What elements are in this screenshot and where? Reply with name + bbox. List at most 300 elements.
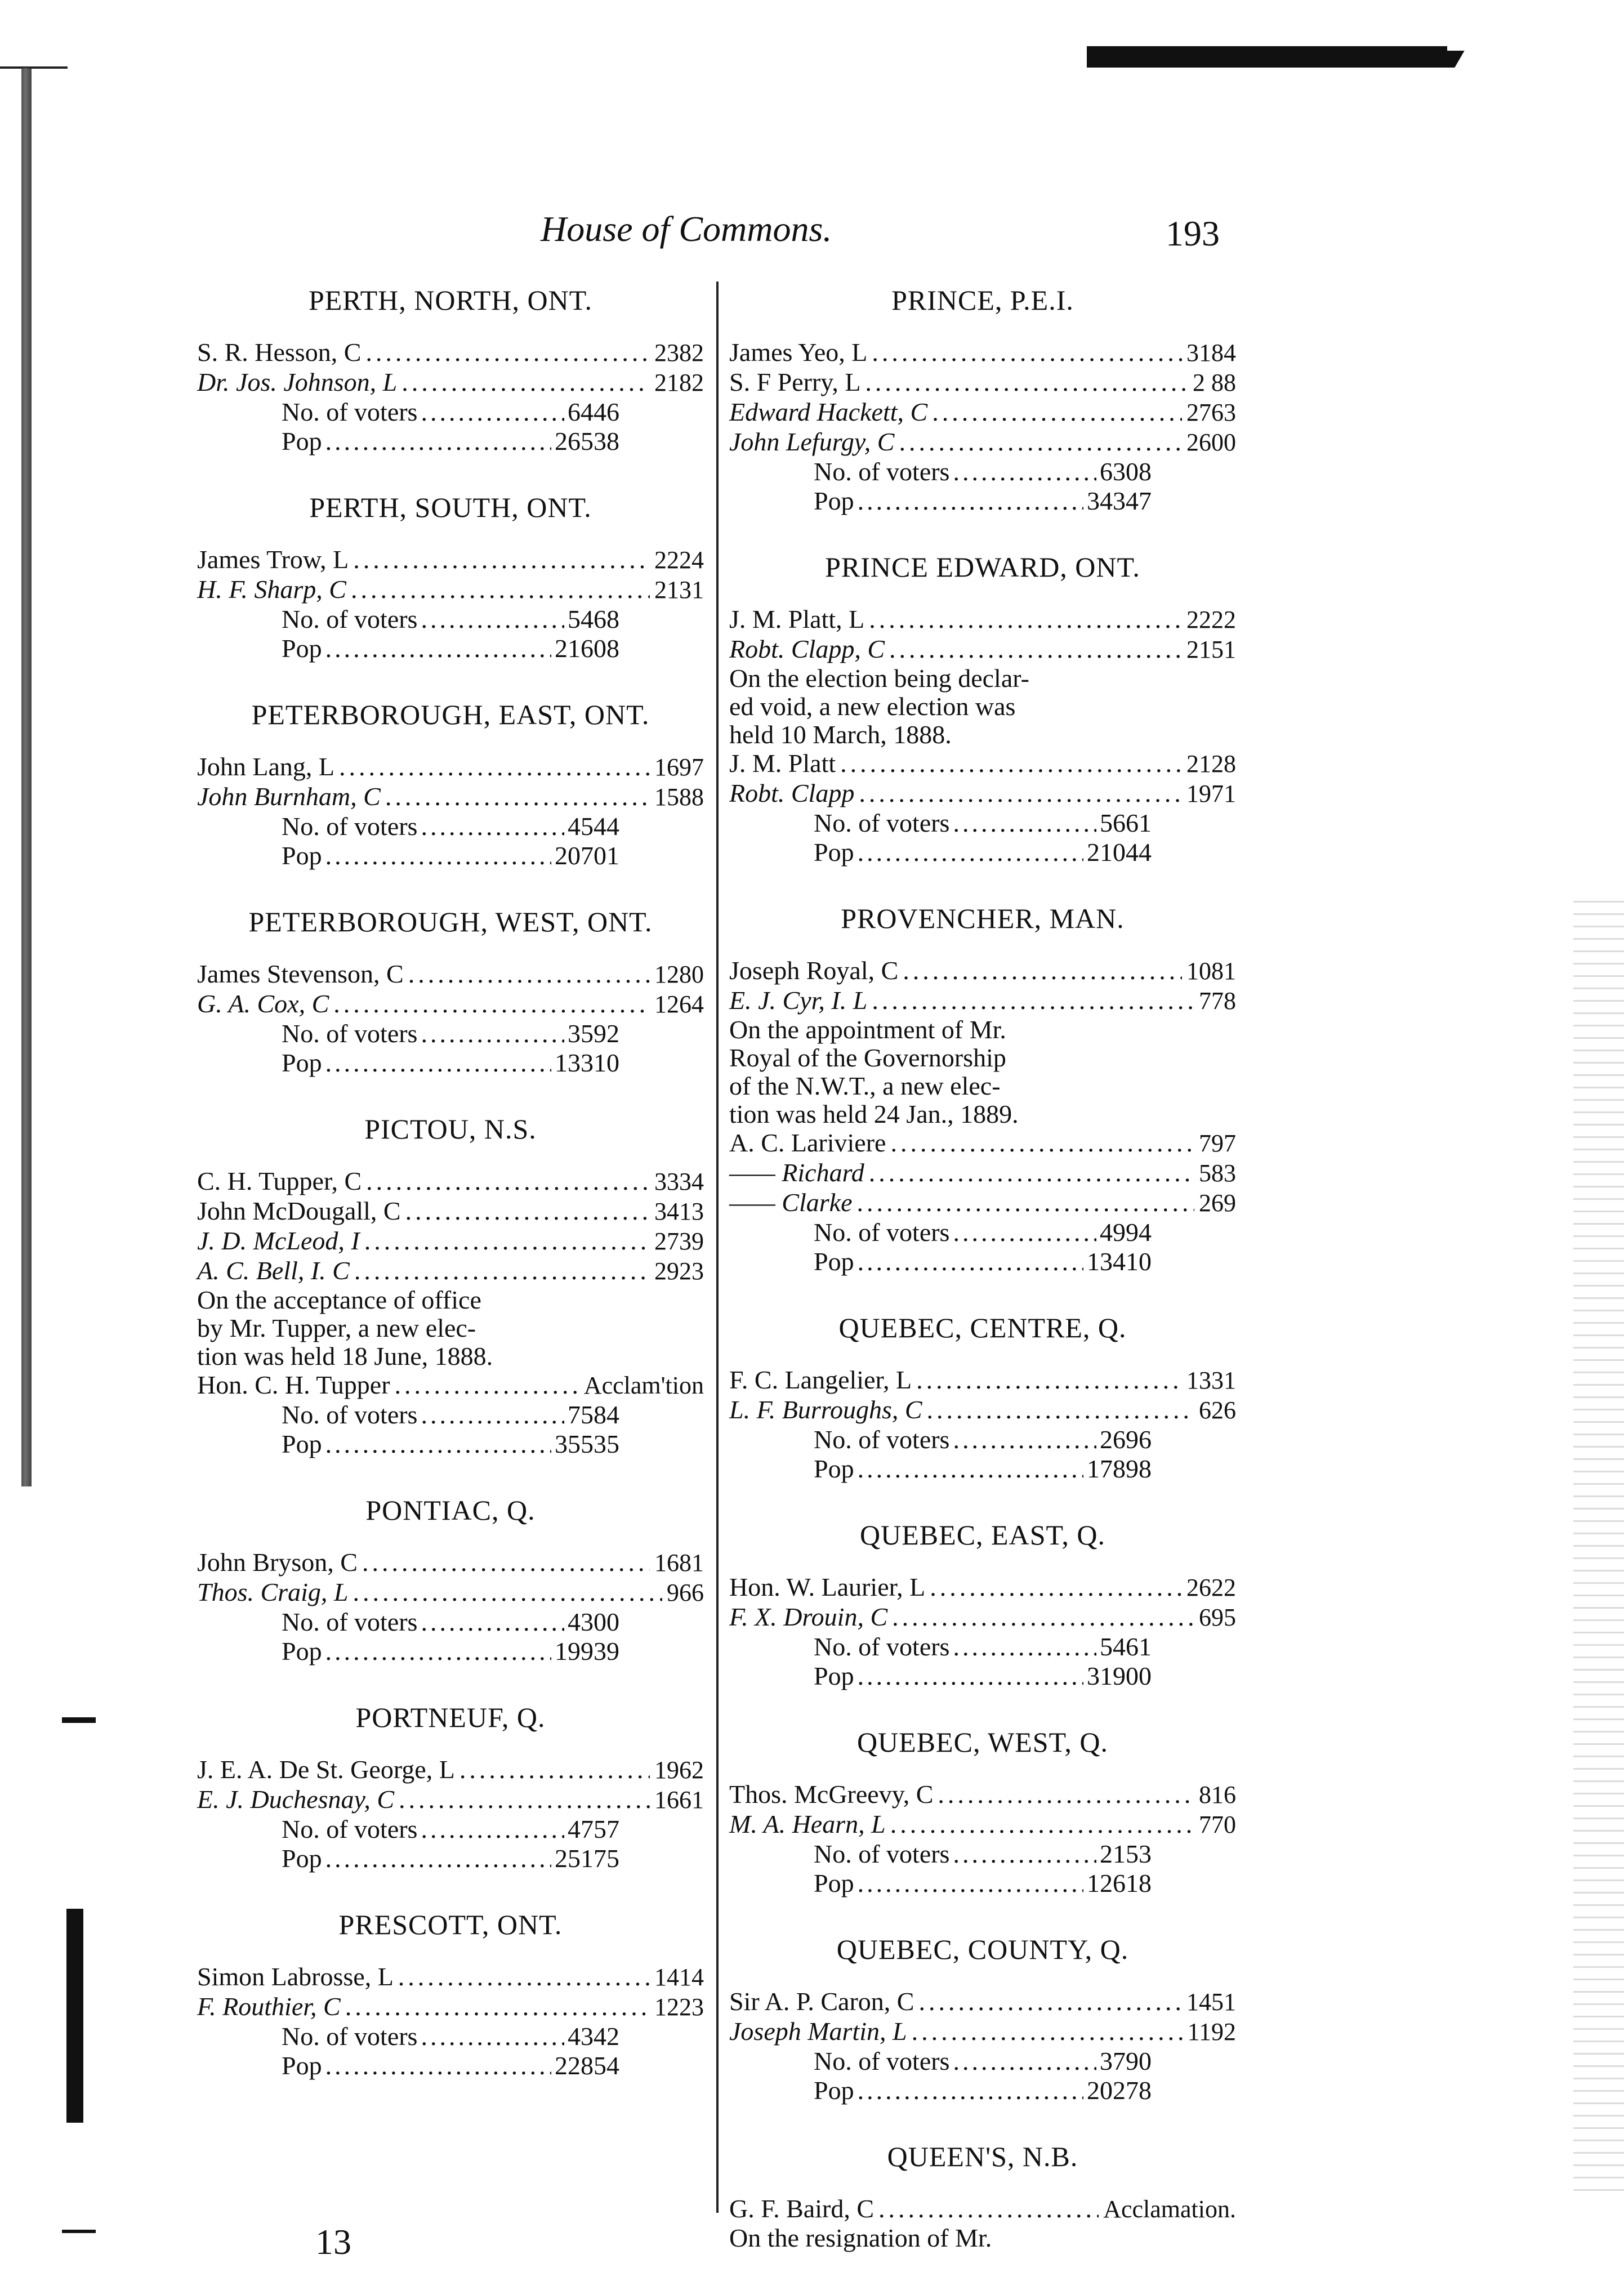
voters-count-value: 5461 bbox=[1100, 1632, 1152, 1661]
candidate-row bbox=[729, 635, 1236, 664]
right-column bbox=[729, 282, 1236, 2285]
candidate-votes: 1331 bbox=[1186, 1367, 1236, 1394]
constituency-section bbox=[729, 1516, 1236, 1691]
candidate-votes: 1280 bbox=[654, 961, 704, 988]
voters-count-label: No. of voters bbox=[814, 457, 950, 486]
scan-artifact-mark bbox=[62, 1717, 96, 1723]
leader-dots bbox=[325, 841, 551, 870]
constituency-heading: PICTOU, N.S. bbox=[364, 1113, 537, 1145]
voters-count-value: 4342 bbox=[568, 2022, 619, 2051]
leader-dots bbox=[421, 1400, 564, 1430]
voters-count-label: No. of voters bbox=[282, 812, 418, 841]
voters-count bbox=[197, 1400, 619, 1430]
candidate-row bbox=[197, 545, 704, 575]
leader-dots bbox=[869, 605, 1182, 634]
left-column bbox=[197, 282, 704, 2113]
population-label: Pop bbox=[814, 1662, 854, 1690]
running-head: House of Commons. bbox=[541, 209, 832, 249]
candidate-name: Thos. Craig, L bbox=[197, 1578, 349, 1606]
constituency-heading: QUEBEC, WEST, Q. bbox=[856, 1726, 1109, 1758]
candidate-name: Joseph Royal, C bbox=[729, 956, 899, 985]
candidate-row bbox=[197, 989, 704, 1019]
candidate-votes: 3413 bbox=[654, 1198, 704, 1225]
leader-dots bbox=[339, 752, 650, 782]
leader-dots bbox=[399, 1785, 650, 1814]
leader-dots bbox=[333, 989, 650, 1019]
candidate-row bbox=[197, 575, 704, 605]
voters-count-label: No. of voters bbox=[282, 1608, 418, 1636]
population-value: 22854 bbox=[555, 2051, 619, 2080]
candidate-row bbox=[197, 782, 704, 812]
scan-artifact-edge bbox=[21, 68, 32, 1486]
column-divider bbox=[716, 282, 719, 2213]
population bbox=[197, 1430, 619, 1459]
candidate-row bbox=[729, 368, 1236, 398]
constituency-section bbox=[197, 1492, 704, 1666]
voters-count bbox=[729, 1425, 1152, 1454]
candidate-votes: 778 bbox=[1199, 987, 1236, 1015]
voters-count bbox=[729, 1632, 1152, 1662]
constituency-section bbox=[729, 1309, 1236, 1484]
candidate-votes: 2151 bbox=[1186, 636, 1236, 663]
candidate-name: John Burnham, C bbox=[197, 782, 381, 811]
voters-count bbox=[197, 605, 619, 634]
candidate-votes: 1588 bbox=[654, 783, 704, 811]
candidate-votes: 3184 bbox=[1186, 339, 1236, 367]
candidate-row bbox=[197, 1196, 704, 1226]
candidate-name: F. C. Langelier, L bbox=[729, 1365, 912, 1394]
constituency-section bbox=[729, 1931, 1236, 2105]
candidate-row bbox=[197, 1992, 704, 2022]
population bbox=[197, 1844, 619, 1873]
scan-artifact-bar bbox=[1087, 46, 1447, 68]
voters-count-label: No. of voters bbox=[814, 809, 950, 837]
voters-count bbox=[729, 1839, 1152, 1869]
candidate-row bbox=[197, 1256, 704, 1286]
constituency-heading: QUEBEC, CENTRE, Q. bbox=[838, 1312, 1127, 1343]
voters-count-value: 6446 bbox=[568, 398, 619, 426]
constituency-heading: QUEBEC, COUNTY, Q. bbox=[836, 1934, 1129, 1965]
population-value: 31900 bbox=[1087, 1662, 1152, 1690]
voters-count-label: No. of voters bbox=[282, 1815, 418, 1843]
election-note-line: On the acceptance of office bbox=[197, 1285, 481, 1314]
candidate-name: F. Routhier, C bbox=[197, 1992, 341, 2021]
population-value: 19939 bbox=[555, 1637, 619, 1666]
voters-count-label: No. of voters bbox=[814, 1218, 950, 1247]
candidate-row bbox=[197, 368, 704, 398]
population bbox=[729, 1247, 1152, 1276]
constituency-section bbox=[197, 489, 704, 663]
candidate-name: John McDougall, C bbox=[197, 1196, 401, 1225]
candidate-votes: 2128 bbox=[1186, 750, 1236, 778]
constituency-section bbox=[729, 548, 1236, 867]
leader-dots bbox=[872, 338, 1182, 367]
leader-dots bbox=[421, 812, 564, 841]
constituency-section bbox=[197, 1110, 704, 1459]
constituency-heading: PRESCOTT, ONT. bbox=[338, 1909, 563, 1940]
candidate-row bbox=[729, 1810, 1236, 1839]
leader-dots bbox=[858, 1662, 1083, 1691]
leader-dots bbox=[859, 779, 1182, 808]
leader-dots bbox=[354, 1256, 650, 1285]
voters-count bbox=[197, 812, 619, 841]
candidate-votes: 1971 bbox=[1186, 780, 1236, 807]
voters-count-value: 2696 bbox=[1100, 1425, 1152, 1454]
leader-dots bbox=[459, 1755, 650, 1784]
leader-dots bbox=[421, 2022, 564, 2051]
candidate-name: John Lang, L bbox=[197, 752, 335, 781]
candidate-votes: 695 bbox=[1199, 1604, 1236, 1631]
candidate-name: Hon. C. H. Tupper bbox=[197, 1370, 390, 1399]
candidate-votes: 2622 bbox=[1186, 1574, 1236, 1601]
candidate-name: —— Richard bbox=[729, 1158, 864, 1187]
leader-dots bbox=[366, 1167, 650, 1196]
population-label: Pop bbox=[282, 841, 322, 870]
population-label: Pop bbox=[814, 838, 854, 867]
candidate-row bbox=[729, 1395, 1236, 1425]
leader-dots bbox=[351, 575, 650, 604]
leader-dots bbox=[953, 1218, 1096, 1247]
candidate-row bbox=[729, 1188, 1236, 1218]
candidate-votes: Acclam'tion bbox=[583, 1372, 704, 1399]
leader-dots bbox=[858, 1454, 1083, 1484]
leader-dots bbox=[353, 1578, 662, 1607]
leader-dots bbox=[401, 368, 650, 397]
candidate-name: J. M. Platt, L bbox=[729, 605, 865, 633]
signature-mark: 13 bbox=[315, 2222, 351, 2262]
candidate-name: John Lefurgy, C bbox=[729, 427, 895, 456]
population-value: 25175 bbox=[555, 1844, 619, 1873]
candidate-name: Joseph Martin, L bbox=[729, 2017, 907, 2046]
candidate-row bbox=[729, 1573, 1236, 1602]
candidate-votes: 770 bbox=[1199, 1811, 1236, 1838]
population-value: 21044 bbox=[1087, 838, 1152, 867]
candidate-votes: 1697 bbox=[654, 753, 704, 781]
population-label: Pop bbox=[282, 1048, 322, 1077]
voters-count-value: 4544 bbox=[568, 812, 619, 841]
leader-dots bbox=[890, 1810, 1194, 1839]
candidate-votes: 2923 bbox=[654, 1257, 704, 1285]
candidate-name: F. X. Drouin, C bbox=[729, 1602, 888, 1631]
leader-dots bbox=[858, 1869, 1083, 1898]
candidate-votes: 2131 bbox=[654, 576, 704, 604]
leader-dots bbox=[892, 1602, 1194, 1632]
constituency-heading: QUEBEC, EAST, Q. bbox=[860, 1519, 1105, 1551]
leader-dots bbox=[421, 1608, 564, 1637]
population-label: Pop bbox=[814, 1247, 854, 1276]
leader-dots bbox=[872, 986, 1194, 1015]
candidate-row bbox=[729, 398, 1236, 427]
voters-count-value: 7584 bbox=[568, 1400, 619, 1429]
candidate-votes: 2222 bbox=[1186, 606, 1236, 633]
election-note-line: tion was held 18 June, 1888. bbox=[197, 1342, 493, 1370]
candidate-name: James Yeo, L bbox=[729, 338, 868, 367]
candidate-row bbox=[729, 605, 1236, 635]
candidate-name: S. R. Hesson, C bbox=[197, 338, 362, 367]
leader-dots bbox=[918, 1987, 1182, 2016]
leader-dots bbox=[916, 1365, 1182, 1395]
population-label: Pop bbox=[282, 1844, 322, 1873]
candidate-votes: 966 bbox=[667, 1579, 704, 1606]
candidate-row bbox=[729, 956, 1236, 986]
candidate-row bbox=[197, 752, 704, 782]
voters-count-value: 4994 bbox=[1100, 1218, 1152, 1247]
leader-dots bbox=[325, 634, 551, 663]
candidate-votes: 269 bbox=[1199, 1189, 1236, 1217]
voters-count-label: No. of voters bbox=[814, 1425, 950, 1454]
candidate-name: S. F Perry, L bbox=[729, 368, 861, 396]
leader-dots bbox=[325, 2051, 551, 2080]
population bbox=[729, 1454, 1152, 1484]
candidate-row bbox=[729, 2194, 1236, 2224]
candidate-row bbox=[729, 427, 1236, 457]
page-number: 193 bbox=[1166, 213, 1220, 253]
voters-count-value: 3790 bbox=[1100, 2047, 1152, 2075]
voters-count bbox=[729, 457, 1152, 486]
candidate-name: C. H. Tupper, C bbox=[197, 1167, 362, 1195]
population bbox=[197, 841, 619, 870]
constituency-heading: PONTIAC, Q. bbox=[365, 1494, 536, 1526]
voters-count-value: 5661 bbox=[1100, 809, 1152, 837]
voters-count bbox=[197, 1815, 619, 1844]
constituency-section bbox=[729, 2138, 1236, 2252]
leader-dots bbox=[421, 398, 564, 427]
leader-dots bbox=[858, 2076, 1083, 2105]
leader-dots bbox=[421, 1019, 564, 1048]
leader-dots bbox=[903, 956, 1182, 985]
population-label: Pop bbox=[282, 1430, 322, 1458]
candidate-votes: 2382 bbox=[654, 339, 704, 367]
candidate-row bbox=[729, 1158, 1236, 1188]
leader-dots bbox=[325, 1048, 551, 1078]
election-note-line: On the appointment of Mr. bbox=[729, 1015, 1006, 1044]
candidate-row bbox=[197, 959, 704, 989]
candidate-row bbox=[197, 1226, 704, 1256]
candidate-row bbox=[729, 779, 1236, 809]
candidate-votes: 1223 bbox=[654, 1993, 704, 2021]
voters-count-label: No. of voters bbox=[814, 2047, 950, 2075]
population bbox=[729, 2076, 1152, 2105]
population-label: Pop bbox=[282, 2051, 322, 2080]
voters-count-label: No. of voters bbox=[282, 398, 418, 426]
candidate-row bbox=[729, 749, 1236, 779]
leader-dots bbox=[325, 427, 551, 456]
population bbox=[197, 634, 619, 663]
population-label: Pop bbox=[282, 1637, 322, 1666]
candidate-name: Robt. Clapp bbox=[729, 779, 855, 807]
constituency-section bbox=[197, 282, 704, 456]
leader-dots bbox=[953, 2047, 1096, 2076]
population-label: Pop bbox=[282, 634, 322, 663]
candidate-row bbox=[197, 1962, 704, 1992]
candidate-votes: 2182 bbox=[654, 369, 704, 396]
population bbox=[729, 1869, 1152, 1898]
population-label: Pop bbox=[282, 427, 322, 456]
population bbox=[729, 486, 1152, 516]
voters-count-label: No. of voters bbox=[282, 2022, 418, 2051]
voters-count-label: No. of voters bbox=[282, 605, 418, 633]
candidate-name: Hon. W. Laurier, L bbox=[729, 1573, 926, 1601]
candidate-name: Edward Hackett, C bbox=[729, 398, 928, 426]
candidate-votes: 1264 bbox=[654, 990, 704, 1018]
candidate-row bbox=[197, 1167, 704, 1196]
constituency-heading: QUEEN'S, N.B. bbox=[887, 2141, 1078, 2172]
candidate-votes: 2763 bbox=[1186, 399, 1236, 426]
leader-dots bbox=[899, 427, 1182, 457]
leader-dots bbox=[938, 1780, 1194, 1809]
candidate-votes: 2739 bbox=[654, 1227, 704, 1255]
candidate-votes: 816 bbox=[1199, 1781, 1236, 1809]
constituency-heading: PERTH, NORTH, ONT. bbox=[308, 284, 593, 316]
candidate-name: James Stevenson, C bbox=[197, 959, 404, 988]
candidate-name: James Trow, L bbox=[197, 545, 349, 574]
candidate-name: John Bryson, C bbox=[197, 1548, 358, 1577]
candidate-votes: 1081 bbox=[1186, 957, 1236, 985]
voters-count bbox=[197, 2022, 619, 2051]
population-value: 21608 bbox=[555, 634, 619, 663]
constituency-heading: PROVENCHER, MAN. bbox=[841, 903, 1125, 934]
population-value: 35535 bbox=[555, 1430, 619, 1458]
constituency-section bbox=[729, 1724, 1236, 1898]
leader-dots bbox=[932, 398, 1182, 427]
leader-dots bbox=[858, 838, 1083, 867]
leader-dots bbox=[857, 1188, 1195, 1217]
candidate-name: A. C. Bell, I. C bbox=[197, 1256, 350, 1285]
leader-dots bbox=[405, 1196, 650, 1226]
population-label: Pop bbox=[814, 2076, 854, 2105]
candidate-name: Sir A. P. Caron, C bbox=[729, 1987, 914, 2016]
leader-dots bbox=[858, 1247, 1083, 1276]
constituency-section bbox=[197, 1699, 704, 1873]
constituency-heading: PRINCE EDWARD, ONT. bbox=[825, 551, 1140, 583]
scan-artifact-tick bbox=[0, 66, 68, 69]
leader-dots bbox=[385, 782, 650, 811]
voters-count-value: 2153 bbox=[1100, 1839, 1152, 1868]
candidate-row bbox=[729, 1987, 1236, 2017]
candidate-row bbox=[197, 1370, 704, 1400]
candidate-row bbox=[729, 1602, 1236, 1632]
candidate-row bbox=[729, 1780, 1236, 1810]
population bbox=[729, 1662, 1152, 1691]
constituency-section bbox=[729, 282, 1236, 516]
election-note-line: ed void, a new election was bbox=[729, 692, 1016, 721]
leader-dots bbox=[890, 1128, 1194, 1158]
leader-dots bbox=[912, 2017, 1183, 2046]
candidate-name: Dr. Jos. Johnson, L bbox=[197, 368, 398, 396]
candidate-votes: 1661 bbox=[654, 1786, 704, 1814]
population-label: Pop bbox=[814, 1869, 854, 1897]
voters-count bbox=[197, 1019, 619, 1048]
candidate-row bbox=[729, 1365, 1236, 1395]
leader-dots bbox=[865, 368, 1188, 397]
candidate-name: Robt. Clapp, C bbox=[729, 635, 885, 663]
constituency-section bbox=[197, 696, 704, 870]
candidate-votes: 1451 bbox=[1186, 1988, 1236, 2016]
leader-dots bbox=[325, 1430, 551, 1459]
leader-dots bbox=[927, 1395, 1194, 1425]
candidate-votes: 2 88 bbox=[1193, 369, 1236, 396]
leader-dots bbox=[953, 1839, 1096, 1869]
voters-count-label: No. of voters bbox=[282, 1400, 418, 1429]
election-note-line: Royal of the Governorship bbox=[729, 1043, 1006, 1072]
election-note-line: On the resignation of Mr. bbox=[729, 2223, 992, 2252]
leader-dots bbox=[395, 1370, 579, 1400]
leader-dots bbox=[858, 486, 1083, 516]
election-note-line: of the N.W.T., a new elec- bbox=[729, 1071, 1001, 1100]
candidate-votes: 1962 bbox=[654, 1756, 704, 1784]
voters-count-value: 4300 bbox=[568, 1608, 619, 1636]
candidate-row bbox=[197, 1548, 704, 1578]
election-note-line: tion was held 24 Jan., 1889. bbox=[729, 1100, 1019, 1128]
candidate-name: H. F. Sharp, C bbox=[197, 575, 346, 604]
population bbox=[729, 838, 1152, 867]
candidate-votes: 3334 bbox=[654, 1168, 704, 1195]
voters-count bbox=[729, 1218, 1152, 1247]
candidate-votes: 2600 bbox=[1186, 428, 1236, 456]
candidate-votes: 626 bbox=[1199, 1396, 1236, 1424]
leader-dots bbox=[408, 959, 650, 989]
election-note-line: On the election being declar- bbox=[729, 664, 1029, 693]
constituency-heading: PETERBOROUGH, WEST, ONT. bbox=[248, 906, 653, 937]
voters-count bbox=[729, 809, 1152, 838]
candidate-row bbox=[729, 338, 1236, 368]
population-value: 13310 bbox=[555, 1048, 619, 1077]
candidate-name: —— Clarke bbox=[729, 1188, 853, 1217]
population bbox=[197, 1048, 619, 1078]
voters-count-label: No. of voters bbox=[814, 1632, 950, 1661]
candidate-name: Simon Labrosse, L bbox=[197, 1962, 394, 1991]
candidate-votes: 1192 bbox=[1187, 2018, 1236, 2046]
leader-dots bbox=[325, 1637, 551, 1666]
candidate-row bbox=[729, 2017, 1236, 2047]
population-value: 20278 bbox=[1087, 2076, 1152, 2105]
population bbox=[197, 2051, 619, 2080]
candidate-name: L. F. Burroughs, C bbox=[729, 1395, 922, 1424]
population-value: 20701 bbox=[555, 841, 619, 870]
leader-dots bbox=[889, 635, 1182, 664]
candidate-name: J. E. A. De St. George, L bbox=[197, 1755, 455, 1784]
voters-count-value: 4757 bbox=[568, 1815, 619, 1843]
candidate-name: J. D. McLeod, I bbox=[197, 1226, 360, 1255]
candidate-row bbox=[197, 1755, 704, 1785]
scan-artifact-edge-lower bbox=[66, 1909, 83, 2123]
leader-dots bbox=[353, 545, 650, 574]
population bbox=[197, 1637, 619, 1666]
population-label: Pop bbox=[814, 486, 854, 515]
scan-artifact-mark-bottom bbox=[62, 2230, 96, 2233]
candidate-name: M. A. Hearn, L bbox=[729, 1810, 886, 1838]
candidate-row bbox=[197, 1785, 704, 1815]
voters-count bbox=[197, 398, 619, 427]
leader-dots bbox=[953, 1632, 1096, 1662]
scan-artifact-noise bbox=[1573, 901, 1624, 2196]
candidate-name: E. J. Cyr, I. L bbox=[729, 986, 868, 1015]
election-note-line: held 10 March, 1888. bbox=[729, 720, 952, 749]
candidate-row bbox=[729, 986, 1236, 1016]
constituency-section bbox=[197, 903, 704, 1078]
leader-dots bbox=[421, 1815, 564, 1844]
leader-dots bbox=[345, 1992, 650, 2021]
leader-dots bbox=[953, 457, 1096, 486]
leader-dots bbox=[421, 605, 564, 634]
candidate-votes: 1681 bbox=[654, 1549, 704, 1577]
voters-count-label: No. of voters bbox=[282, 1019, 418, 1048]
candidate-name: Thos. McGreevy, C bbox=[729, 1780, 934, 1809]
candidate-votes: 797 bbox=[1199, 1129, 1236, 1157]
constituency-heading: PRINCE, P.E.I. bbox=[891, 284, 1074, 316]
leader-dots bbox=[364, 1226, 650, 1256]
constituency-heading: PETERBOROUGH, EAST, ONT. bbox=[251, 699, 650, 730]
